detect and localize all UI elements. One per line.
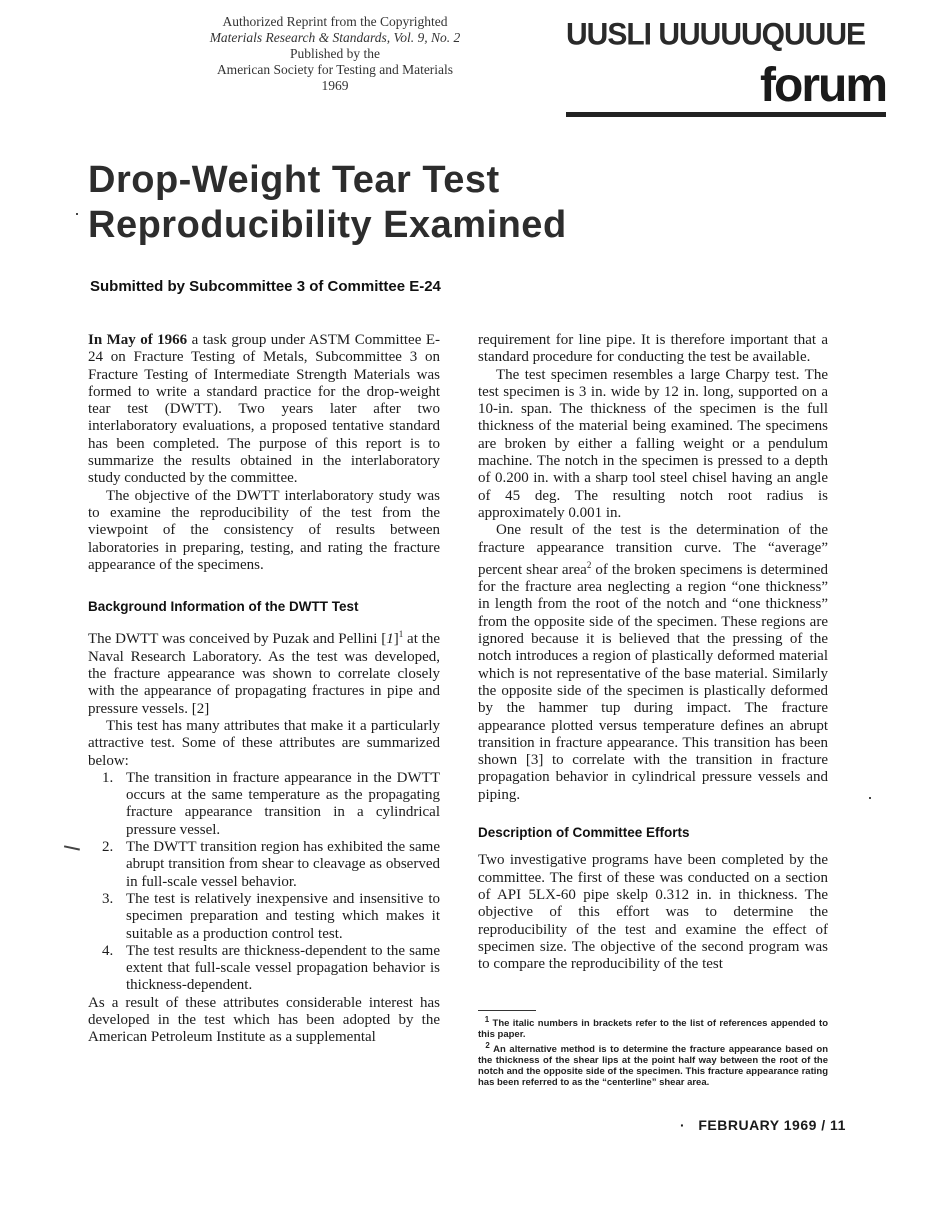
masthead-forum: forum — [760, 59, 886, 112]
footnote-ref: 1 — [398, 629, 404, 640]
footnote-ref: 2 — [586, 559, 592, 570]
reprint-line-3: Published by the — [290, 46, 380, 61]
paragraph-text: a task group under ASTM Committee E-24 on Fracture Testing of Metals, Subcommittee 3 on Fracture Testing of Intermediate Strength Materials was formed to write a standard practice for the drop-weight tear test (DWTT). Two years later after two interlaboratory evaluations, a proposed tentative standard has been completed. The purpose of this report is to summarize the results obtained in the interlaboratory study conducted by the committee. — [88, 332, 440, 487]
footnotes — [478, 1010, 828, 1088]
list-text: The test results are thickness-dependent to the same extent that full-scale vessel propagation behavior is thickness-dependent. — [126, 942, 440, 994]
section-heading: Description of Committee Efforts — [478, 825, 690, 841]
paragraph: requirement for line pipe. It is therefore important that a standard procedure for conducting the test be available. — [478, 332, 828, 366]
section-heading: Background Information of the DWTT Test — [88, 599, 359, 615]
paragraph: This test has many attributes that make it a particularly attractive test. Some of these attributes are summarized below: — [88, 717, 440, 769]
footnote-mark: 2 — [485, 1041, 490, 1051]
text: ] — [393, 631, 399, 648]
list-item — [88, 891, 440, 943]
ref-number: 1 — [386, 631, 394, 648]
right-column — [478, 332, 828, 973]
paragraph — [88, 332, 440, 488]
folio-bullet: · — [680, 1117, 686, 1133]
paragraph: As a result of these attributes considerable interest has developed in the test which has been adopted by the American Petroleum Institute as a supplemental — [88, 994, 440, 1046]
footnote-mark: 1 — [484, 1015, 490, 1024]
footnote-2 — [478, 1040, 828, 1088]
page-folio — [680, 1117, 846, 1133]
stray-mark — [76, 213, 78, 215]
text: of the broken specimens is determined for the fracture area neglecting a region “one thickness” in length from the root of the notch and “one thickness” from the opposite side of the specimen. These regions are ignored because it is believed that the pressing of the notch introduces a region of plastically deformed material which is not representative of the base material. Similarly the opposite side of the specimen is plastically deformed by the hammer tup during impact. The fracture appearance plotted versus temperature defines an abrupt transition in fracture appearance. This transition has been shown [3] to correlate with the transition in fracture propagation behavior in cylindrical pressure vessels and piping. — [478, 561, 828, 803]
title-line-2: Reproducibility Examined — [88, 204, 567, 246]
paragraph — [478, 522, 828, 804]
masthead-line-1: UUSLI UUUUUQUUUE — [566, 17, 865, 52]
reprint-line-2: Materials Research & Standards, Vol. 9, No. 2 — [209, 30, 461, 45]
byline: Submitted by Subcommittee 3 of Committee E-24 — [90, 278, 441, 295]
lead-in: In May of 1966 — [88, 332, 188, 348]
reprint-line-4: American Society for Testing and Materials — [216, 62, 454, 77]
list-item — [88, 839, 440, 891]
list-number: 1. — [102, 769, 114, 786]
article-title — [88, 158, 648, 248]
masthead-rule — [566, 112, 886, 117]
text: The DWTT was conceived by Puzak and Pellini [ — [88, 631, 387, 648]
paragraph — [88, 626, 440, 717]
attributes-list — [88, 770, 440, 995]
reprint-line-1: Authorized Reprint from the Copyrighted — [222, 14, 448, 29]
footnote-text: The italic numbers in brackets refer to the list of references appended to this paper. — [478, 1018, 829, 1041]
list-number: 4. — [102, 942, 114, 959]
list-number: 2. — [102, 839, 114, 856]
title-line-1: Drop-Weight Tear Test — [88, 159, 500, 201]
left-column — [88, 332, 440, 1047]
stray-mark — [869, 797, 871, 799]
footnote-rule — [478, 1010, 536, 1011]
reprint-line-5: 1969 — [321, 78, 349, 93]
list-item — [88, 943, 440, 995]
text: at the Naval Research Laboratory. As the test was developed, the fracture appearance was shown to correlate closely with the appearance of propagating fractures in pipe and pressure vessels. [2] — [88, 631, 440, 717]
list-number: 3. — [102, 890, 114, 907]
reprint-notice — [150, 14, 520, 94]
footnote-text: An alternative method is to determine the fracture appearance based on the thickness of the shear lips at the point half way between the root of the notch and the opposite side of the specimen. This fracture appearance rating has been referred to as the “centerline” shear area. — [478, 1044, 829, 1089]
list-item — [88, 770, 440, 839]
margin-mark — [64, 845, 80, 850]
masthead-logo — [566, 18, 888, 120]
list-text: The test is relatively inexpensive and insensitive to specimen preparation and testing which makes it suitable as a production control test. — [126, 890, 440, 942]
paragraph: The objective of the DWTT interlaboratory study was to examine the reproducibility of the test from the viewpoint of the consistency of results between laboratories in preparing, testing, and rating the fracture appearance of the specimens. — [88, 487, 440, 573]
list-text: The DWTT transition region has exhibited the same abrupt transition from shear to cleavage as observed in full-scale vessel behavior. — [126, 839, 440, 890]
paragraph: Two investigative programs have been completed by the committee. The first of these was conducted on a section of API 5LX-60 pipe skelp 0.312 in. in thickness. The objective of this effort was to determine the reproducibility of the test and examine the effect of specimen size. The objective of the second program was to compare the reproducibility of the test — [478, 852, 828, 973]
text: One result of the test is the determination of the fracture appearance transition curve. The “average” percent shear area — [478, 522, 828, 578]
list-text: The transition in fracture appearance in the DWTT occurs at the same temperature as the propagating fracture appearance transition in a cylindrical pressure vessel. — [126, 769, 440, 838]
paragraph: The test specimen resembles a large Charpy test. The test specimen is 3 in. wide by 12 in. long, supported on a 10-in. span. The thickness of the specimen is the full thickness of the material being examined. The specimens are broken by either a falling weight or a pendulum machine. The notch in the specimen is pressed to a depth of 0.200 in. with a sharp tool steel chisel having an angle of 45 deg. The resulting notch root radius is approximately 0.001 in. — [478, 366, 828, 521]
footnote-1 — [478, 1014, 828, 1040]
folio-text: FEBRUARY 1969 / 11 — [698, 1117, 846, 1133]
